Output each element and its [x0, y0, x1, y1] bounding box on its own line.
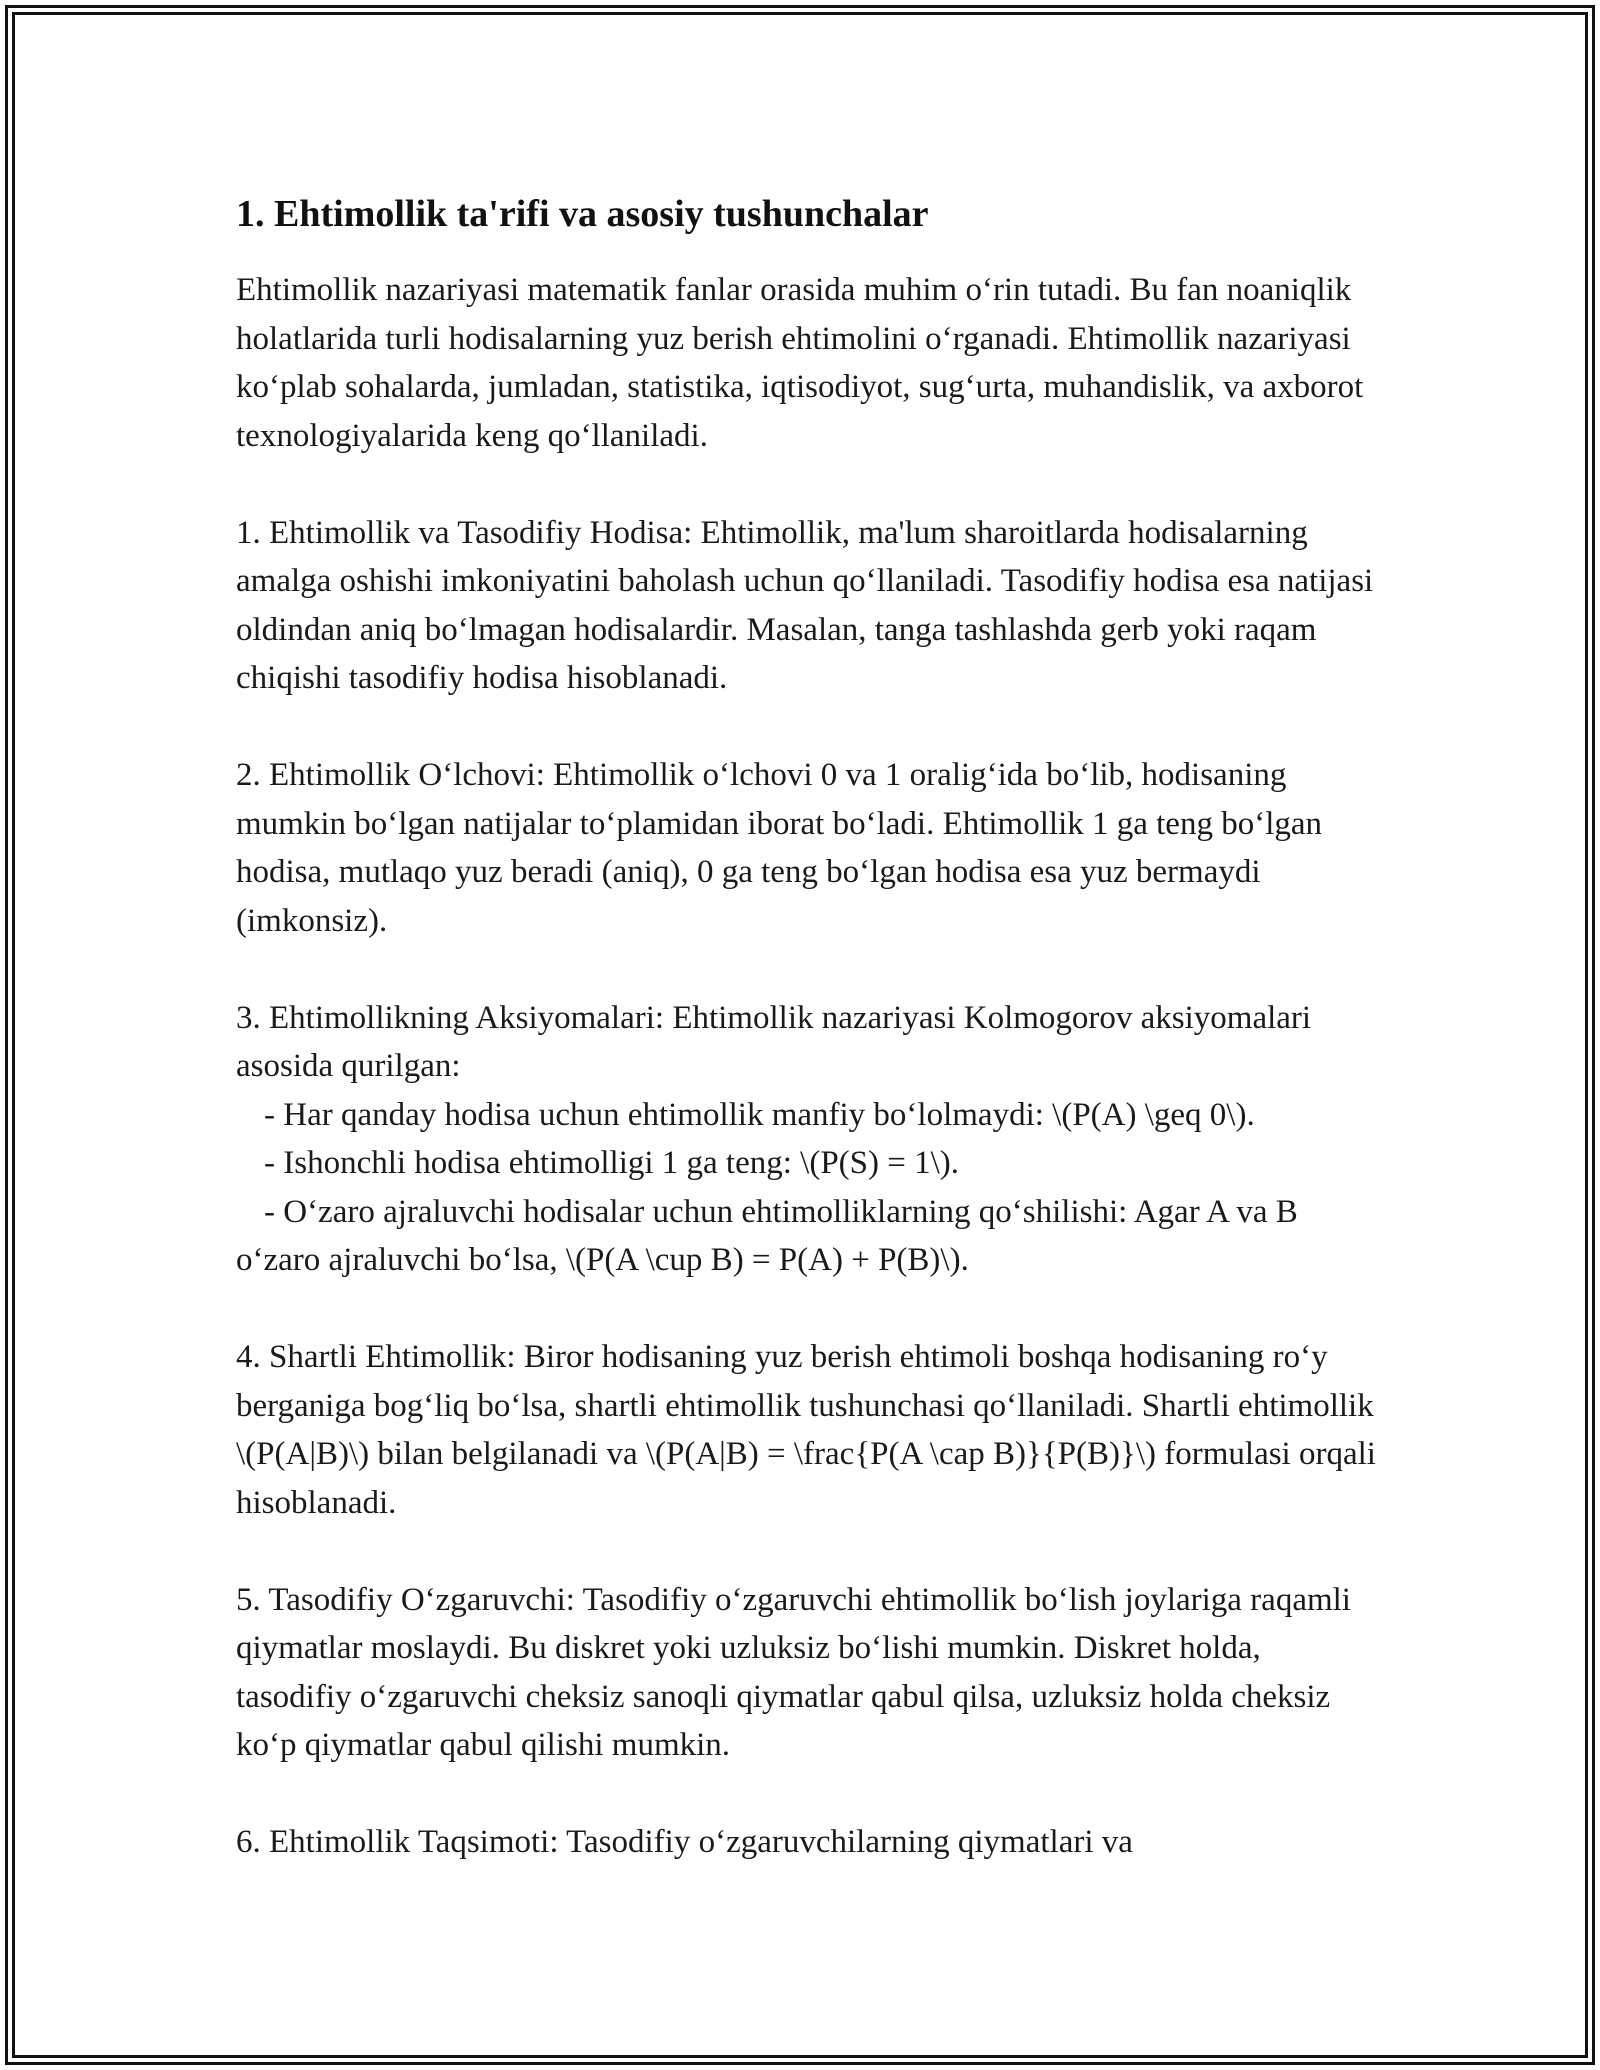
- paragraph-probability-distribution: 6. Ehtimollik Taqsimoti: Tasodifiy o‘zgaruvchilarning qiymatlari va: [236, 1824, 1133, 1860]
- paragraph-probability-measure: 2. Ehtimollik O‘lchovi: Ehtimollik o‘lchovi 0 va 1 oralig‘ida bo‘lib, hodisaning mumkin bo‘lgan natijalar to‘plamidan iborat bo‘ladi. Ehtimollik 1 ga teng bo‘lgan hodisa, mutlaqo yuz beradi (aniq), 0 ga teng bo‘lgan hodisa esa yuz bermaydi (imkonsiz).: [236, 757, 1323, 939]
- axiom-item: - Ishonchli hodisa ehtimolligi 1 ga teng: \(P(S) = 1\).: [264, 1145, 960, 1181]
- paragraph-random-variable: 5. Tasodifiy O‘zgaruvchi: Tasodifiy o‘zgaruvchi ehtimollik bo‘lish joylariga raqamli qiymatlar moslaydi. Bu diskret yoki uzluksiz bo‘lishi mumkin. Diskret holda, tasodifiy o‘zgaruvchi cheksiz sanoqli qiymatlar qabul qilsa, uzluksiz holda cheksiz ko‘p qiymatlar qabul qilishi mumkin.: [236, 1581, 1351, 1763]
- paragraph-gap: [236, 945, 1376, 994]
- paragraph-gap: [236, 1285, 1376, 1334]
- section-heading: 1. Ehtimollik ta'rifi va asosiy tushunchalar: [236, 193, 929, 235]
- paragraph-gap: [236, 460, 1376, 509]
- intro-paragraph: Ehtimollik nazariyasi matematik fanlar orasida muhim o‘rin tutadi. Bu fan noaniqlik holatlarida turli hodisalarning yuz berish ehtimolini o‘rganadi. Ehtimollik nazariyasi ko‘plab sohalarda, jumladan, statistika, iqtisodiyot, sug‘urta, muhandislik, va axborot texnologiyalarida keng qo‘llaniladi.: [236, 272, 1364, 454]
- axiom-item: - O‘zaro ajraluvchi hodisalar uchun ehtimolliklarning qo‘shilishi: Agar A va B o‘zaro ajraluvchi bo‘lsa, \(P(A \cup B) = P(A) + P(B)\).: [236, 1193, 1298, 1278]
- paragraph-gap: [236, 1527, 1376, 1576]
- axiom-item: - Har qanday hodisa uchun ehtimollik manfiy bo‘lolmaydi: \(P(A) \geq 0\).: [264, 1096, 1255, 1133]
- paragraph-gap: [236, 1770, 1376, 1819]
- paragraph-conditional-probability: 4. Shartli Ehtimollik: Biror hodisaning yuz berish ehtimoli boshqa hodisaning ro‘y berganiga bog‘liq bo‘lsa, shartli ehtimollik tushunchasi qo‘llaniladi. Shartli ehtimollik \(P(A|B)\) bilan belgilanadi va \(P(A|B) = \frac{P(A \cap B)}{P(B)}\) formulasi orqali hisoblanadi.: [236, 1339, 1376, 1521]
- paragraph-probability-and-random-event: 1. Ehtimollik va Tasodifiy Hodisa: Ehtimollik, ma'lum sharoitlarda hodisalarning amalga oshishi imkoniyatini baholash uchun qo‘llaniladi. Tasodifiy hodisa esa natijasi oldindan aniq bo‘lmagan hodisalardir. Masalan, tanga tashlashda gerb yoki raqam chiqishi tasodifiy hodisa hisoblanadi.: [236, 514, 1374, 696]
- paragraph-axioms-intro: 3. Ehtimollikning Aksiyomalari: Ehtimollik nazariyasi Kolmogorov aksiyomalari asosida qurilgan:: [236, 999, 1312, 1084]
- document-body: [236, 186, 1376, 1867]
- paragraph-gap: [236, 703, 1376, 752]
